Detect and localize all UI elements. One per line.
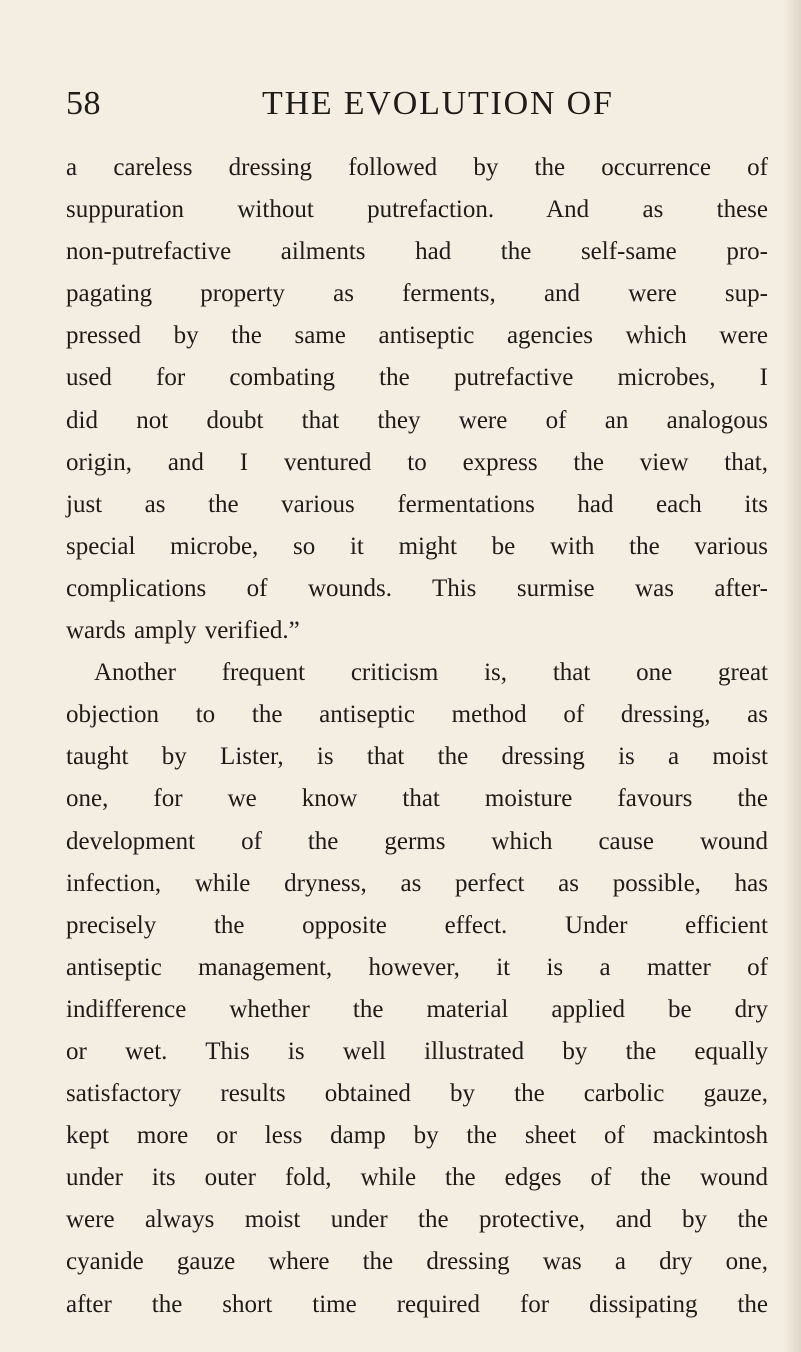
text-line: precisely the opposite effect. Under efficient (66, 911, 768, 939)
text-line: infection, while dryness, as perfect as possible, has (66, 869, 768, 897)
text-line: pressed by the same antiseptic agencies which were (66, 322, 768, 350)
text-line: development of the germs which cause wound (66, 827, 768, 855)
text-line: suppuration without putrefaction. And as these (66, 196, 768, 224)
text-line: objection to the antiseptic method of dressing, as (66, 701, 768, 729)
text-line: used for combating the putrefactive microbes, I (66, 364, 768, 392)
text-line: a careless dressing followed by the occurrence of (66, 154, 768, 181)
text-line: indifference whether the material applied be dry (66, 995, 768, 1023)
text-line: one, for we know that moisture favours the (66, 785, 768, 813)
text-line: wards amply verified.” (66, 617, 300, 645)
text-line: after the short time required for dissipating the (66, 1290, 768, 1318)
page-header (66, 84, 766, 132)
text-line: antiseptic management, however, it is a matter of (66, 953, 768, 981)
text-line: origin, and I ventured to express the view that, (66, 448, 768, 476)
body-text (66, 147, 768, 1326)
text-line: taught by Lister, is that the dressing is a moist (66, 743, 768, 771)
text-line: under its outer fold, while the edges of the wound (66, 1164, 768, 1192)
text-line: non-putrefactive ailments had the self-same pro- (66, 238, 768, 266)
paragraph-start-line: Another frequent criticism is, that one great (94, 659, 768, 687)
text-line: cyanide gauze where the dressing was a dry one, (66, 1248, 768, 1276)
text-line: were always moist under the protective, and by the (66, 1206, 768, 1234)
text-line: kept more or less damp by the sheet of mackintosh (66, 1122, 768, 1150)
text-line: did not doubt that they were of an analogous (66, 406, 768, 434)
text-line: satisfactory results obtained by the carbolic gauze, (66, 1080, 768, 1108)
page-number: 58 (66, 85, 101, 122)
running-title: THE EVOLUTION OF (262, 85, 614, 122)
text-line: complications of wounds. This surmise was after- (66, 574, 768, 602)
page-edge-shadow (783, 0, 801, 1352)
text-line: pagating property as ferments, and were sup- (66, 280, 768, 308)
text-line: or wet. This is well illustrated by the equally (66, 1037, 768, 1065)
text-line: just as the various fermentations had each its (66, 490, 768, 518)
text-line: special microbe, so it might be with the various (66, 532, 768, 560)
